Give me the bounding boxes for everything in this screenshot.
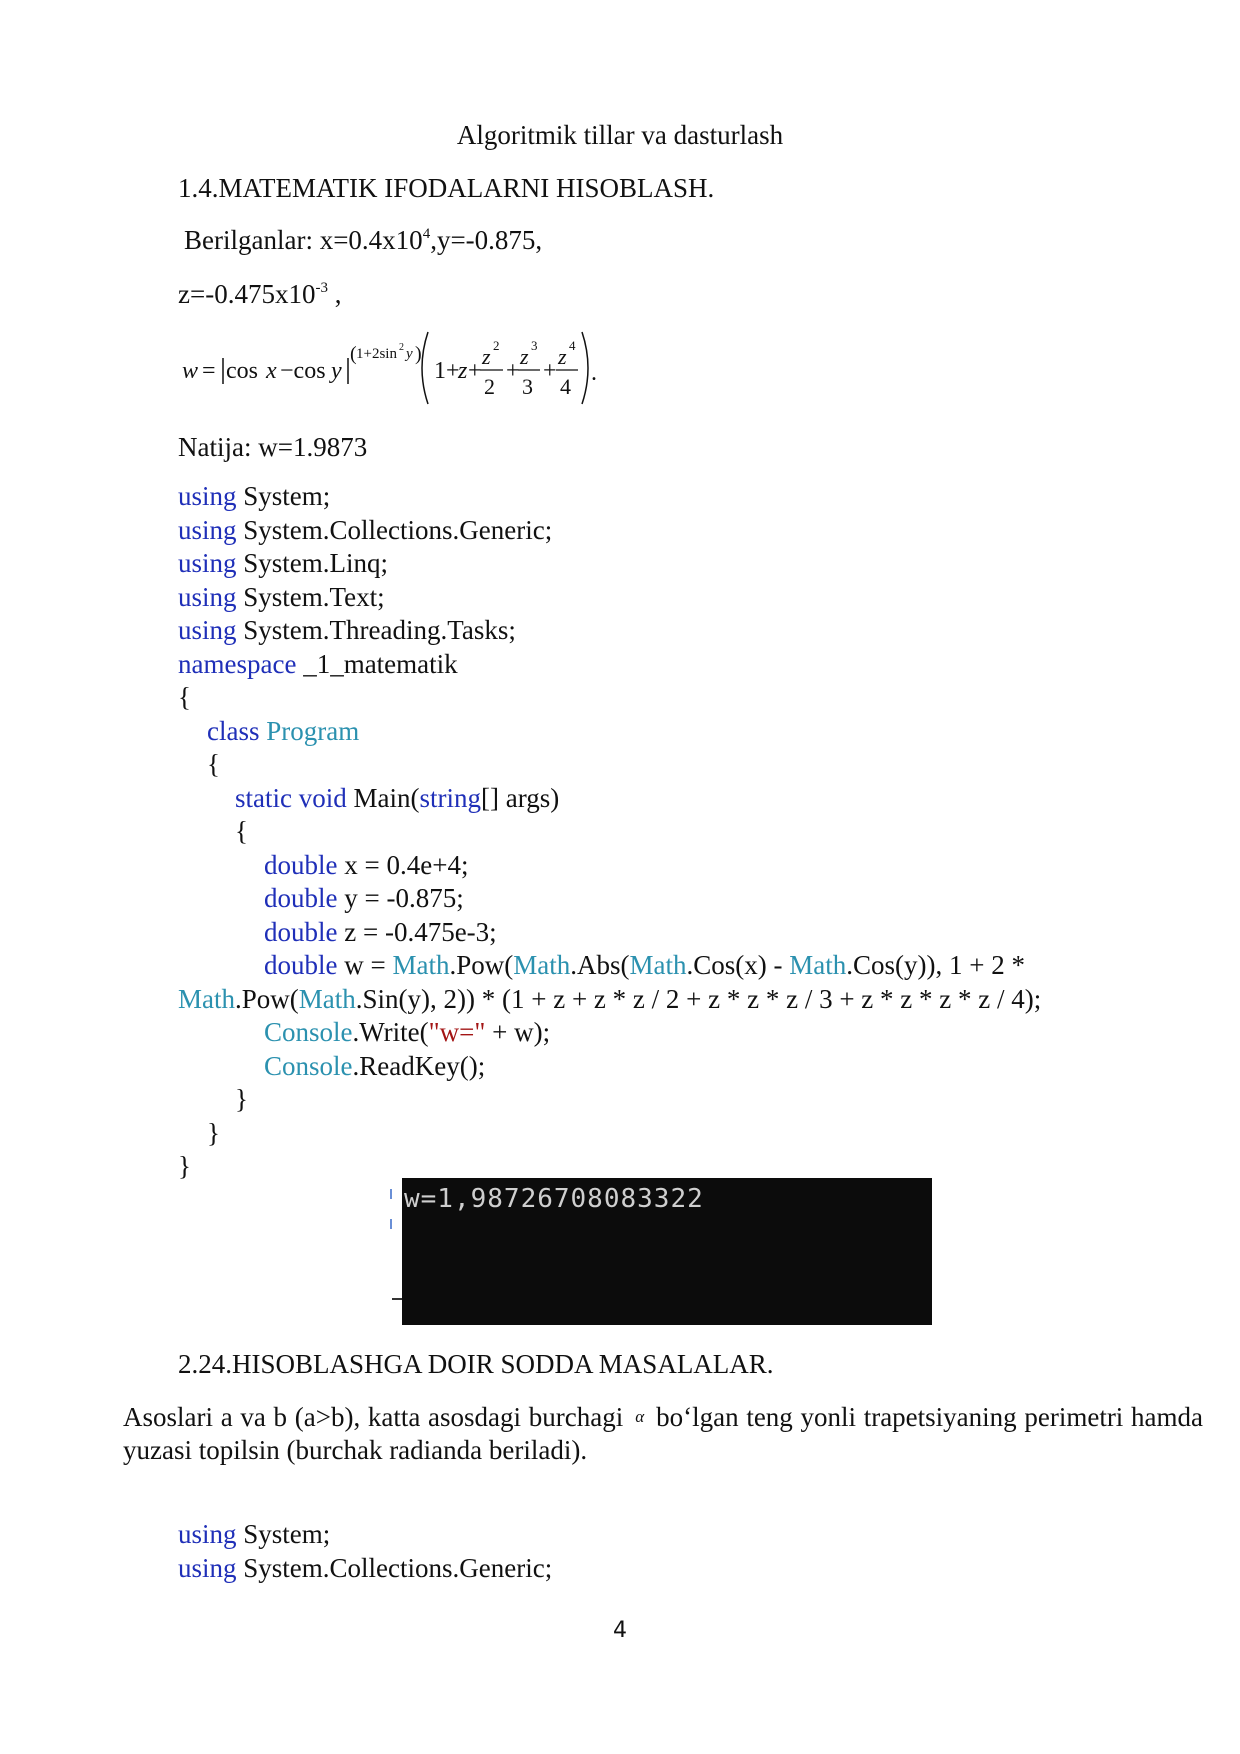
paragraph-text: Asoslari a va b (a>b), katta asosdagi burchagi [123,1402,624,1432]
page-number: 4 [613,1618,627,1643]
code-block [178,1518,552,1585]
given-values-line [184,227,542,254]
type-name: Console [264,1017,353,1047]
type-name: Math [629,950,687,980]
code-text: System.Collections.Generic; [236,514,553,545]
code-line [178,782,1041,816]
code-text: .Pow( [449,950,514,980]
code-line [178,1117,1041,1151]
code-text: z = -0.475e-3; [337,916,497,947]
svg-text:y: y [406,346,413,362]
svg-text:=: = [202,358,216,384]
code-text: { [207,749,220,779]
code-line [178,1552,552,1586]
cursor-mark [392,1298,402,1300]
code-text: System.Threading.Tasks; [236,615,516,645]
svg-text:z: z [520,344,529,369]
code-text: y = -0.875; [337,883,464,913]
code-text: .ReadKey(); [352,1050,486,1081]
keyword: namespace [178,648,297,679]
svg-text:2: 2 [493,338,500,353]
z-exponent: -3 [315,280,328,296]
code-line [178,480,1041,514]
type-name: Program [266,715,360,746]
page-header: Algoritmik tillar va dasturlash [456,120,784,150]
svg-text:x: x [266,358,277,384]
svg-text:4: 4 [560,374,571,399]
code-text: { [235,816,248,846]
code-text: System.Text; [236,581,385,612]
formula-image [178,328,648,408]
given-exponent: 4 [422,226,431,242]
keyword: double [264,950,338,980]
z-text: z=-0.475x10 [178,279,316,309]
keyword: using [178,581,237,612]
svg-text:w: w [182,358,199,384]
string-literal: "w=" [428,1017,486,1047]
code-line [178,1083,1041,1117]
cursor-mark [390,1189,392,1199]
keyword: static void [235,782,347,813]
keyword: using [178,514,237,545]
code-text: [] args) [480,782,560,813]
code-line [178,1518,552,1552]
code-line [178,748,1041,782]
code-text: .Write( [352,1017,429,1047]
svg-text:y: y [331,358,342,384]
code-line [178,514,1041,548]
code-text: .Cos(x) - [686,950,790,980]
svg-text:2: 2 [399,342,404,353]
keyword: using [178,1552,237,1583]
cursor-mark [390,1219,392,1229]
code-text: .Abs( [570,950,630,980]
code-text: + w); [485,1017,551,1047]
code-line [178,648,1041,682]
svg-text:2: 2 [484,374,495,399]
code-text: } [207,1117,220,1148]
svg-text:(: ( [350,343,357,365]
keyword: double [264,849,338,880]
type-name: Math [298,983,356,1014]
svg-text:1+: 1+ [434,358,460,384]
z-value-line [178,281,341,308]
code-text: Main( [346,782,420,813]
code-text: } [235,1084,248,1114]
type-name: Math [392,950,450,980]
code-line [178,614,1041,648]
code-text: .Sin(y), 2)) * (1 + z + z * z / 2 + z * z * z / 3 + z * z * z * z / 4); [355,983,1042,1014]
code-text: { [178,682,191,712]
keyword: using [178,1519,237,1549]
type-name: Math [513,950,571,980]
code-line [178,1016,1041,1050]
code-block [178,480,1041,1184]
paragraph-text: bo‘lgan teng yonli trapetsiyaning perimetri hamda yuzasi topilsin (burchak radianda beriladi). [123,1402,1203,1465]
code-text: System; [236,481,331,511]
svg-text:+: + [468,358,482,384]
code-text: } [178,1151,191,1181]
keyword: string [419,782,481,813]
code-text: _1_matematik [296,648,458,679]
svg-text:3: 3 [522,374,533,399]
alpha-symbol: α [635,1407,645,1426]
svg-text:1+2sin: 1+2sin [356,346,397,362]
z-suffix: , [327,279,342,309]
svg-text:): ) [415,343,422,365]
svg-text:.: . [591,360,597,386]
code-text: .Pow( [235,983,299,1014]
svg-text:4: 4 [569,338,576,353]
svg-text:z: z [482,344,491,369]
keyword: double [264,916,338,947]
keyword: double [264,883,338,913]
svg-text:−cos: −cos [280,358,326,384]
code-line [178,849,1041,883]
given-text: Berilganlar: x=0.4x10 [184,225,423,255]
code-line [178,815,1041,849]
code-text: System.Collections.Generic; [236,1552,553,1583]
keyword: using [178,481,237,511]
section-heading: 1.4.MATEMATIK IFODALARNI HISOBLASH. [178,173,715,203]
type-name: Math [789,950,847,980]
code-line [178,547,1041,581]
svg-text:+: + [543,358,557,384]
given-suffix: ,y=-0.875, [430,225,543,255]
type-name: Math [178,983,235,1014]
svg-text:3: 3 [531,338,538,353]
code-text: w = [337,950,393,980]
svg-text:+: + [506,358,520,384]
svg-text:cos: cos [226,358,258,384]
code-text: System.Linq; [236,548,389,578]
type-name: Console [264,1050,353,1081]
result-line: Natija: w=1.9873 [178,432,368,462]
code-line [178,916,1041,950]
code-line [178,983,1041,1017]
svg-text:z: z [558,344,567,369]
code-line [178,715,1041,749]
problem-paragraph [123,1400,1203,1467]
code-text: .Cos(y)), 1 + 2 * [846,950,1025,980]
code-text: System; [236,1519,331,1549]
keyword: using [178,615,237,645]
section-heading: 2.24.HISOBLASHGA DOIR SODDA MASALALAR. [178,1349,774,1379]
code-line [178,1050,1041,1084]
code-text: x = 0.4e+4; [337,849,469,880]
code-line [178,882,1041,916]
code-line [178,581,1041,615]
console-output: w=1,98726708083322 [404,1184,704,1214]
code-line [178,681,1041,715]
code-line [178,949,1041,983]
console-window [402,1178,932,1325]
keyword: using [178,548,237,578]
keyword: class [207,715,260,746]
svg-text:z: z [458,358,468,384]
